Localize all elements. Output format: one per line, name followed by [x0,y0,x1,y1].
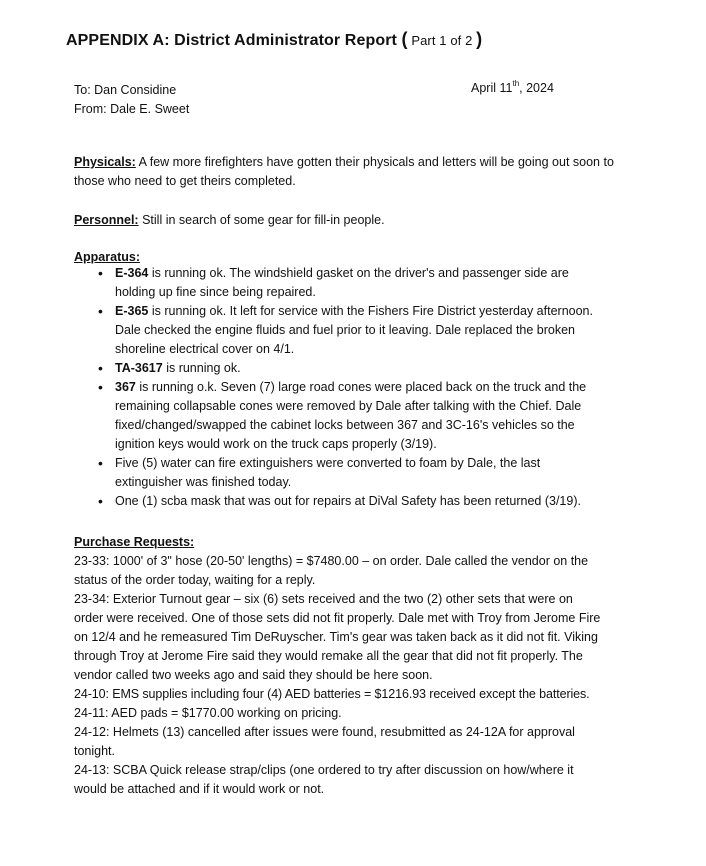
apparatus-list [98,264,598,511]
bullet-icon: • [98,303,103,319]
vehicle-id: TA-3617 [115,361,163,375]
title-main: APPENDIX A: District Administrator Report [66,32,397,49]
personnel-text: Still in search of some gear for fill-in people. [138,213,385,227]
purchase-requests-section [74,533,604,799]
purchase-item: 24-11: AED pads = $1770.00 working on pricing. [74,706,342,720]
item-text: is running o.k. Seven (7) large road cones were placed back on the truck and the remaining collapsable cones were removed by Dale after talking with the Chief. Dale fixed/changed/swapped the cabinet locks between 367 and 3C-16's vehicles so the ignition keys would work on the truck caps properly (3/19). [115,380,587,451]
item-text: is running ok. [162,361,241,375]
title-close-paren: ) [476,29,483,49]
to-line: To: Dan Considine [74,83,177,97]
title-open-paren: ( [401,29,408,49]
purchase-item: 24-12: Helmets (13) cancelled after issues were found, resubmitted as 24-12A for approval tonight. [74,725,575,758]
list-item [98,454,598,492]
report-title [66,30,482,50]
date-day: April 11 [471,81,513,95]
bullet-icon: • [98,455,103,471]
physicals-section [74,153,614,191]
vehicle-id: E-364 [115,266,149,280]
physicals-heading: Physicals: [74,155,136,169]
purchase-heading: Purchase Requests: [74,535,195,549]
purchase-item: 24-13: SCBA Quick release strap/clips (one ordered to try after discussion on how/where it would be attached and if it would work or not. [74,763,574,796]
list-item [98,492,598,511]
from-line: From: Dale E. Sweet [74,102,190,116]
list-item [98,302,598,359]
item-text: One (1) scba mask that was out for repairs at DiVal Safety has been returned (3/19). [115,494,581,508]
list-item [98,378,598,454]
bullet-icon: • [98,360,103,376]
list-item [98,359,598,378]
purchase-item: 23-33: 1000' of 3" hose (20-50' lengths) = $7480.00 – on order. Dale called the vendor on the status of the order today, waiting for a reply. [74,554,589,587]
item-text: Five (5) water can fire extinguishers were converted to foam by Dale, the last extinguisher was finished today. [115,456,541,489]
purchase-item: 23-34: Exterior Turnout gear – six (6) sets received and the two (2) other sets that were on order were received. One of those sets did not fit properly. Dale met with Troy from Jerome Fire on 12/4 and he remeasured Tim DeRuyscher. Tim's gear was taken back as it did not fit. Viking through Troy at Jerome Fire said they would remake all the gear that did not fit properly. The vendor called two weeks ago and said they should be here soon. [74,592,601,682]
apparatus-heading: Apparatus: [74,250,140,264]
physicals-text: A few more firefighters have gotten their physicals and letters will be going out soon to those who need to get theirs completed. [74,155,614,188]
item-text: is running ok. The windshield gasket on the driver's and passenger side are holding up fine since being repaired. [115,266,569,299]
title-part: Part 1 of 2 [407,33,477,48]
date-suffix: th [512,78,520,88]
recipient-block [74,81,189,119]
report-date [471,79,554,98]
bullet-icon: • [98,493,103,509]
item-text: is running ok. It left for service with the Fishers Fire District yesterday afternoon. Dale checked the engine fluids and fuel prior to it leaving. Dale replaced the broken shoreline electrical cover on 4/1. [115,304,593,356]
vehicle-id: 367 [115,380,136,394]
purchase-item: 24-10: EMS supplies including four (4) AED batteries = $1216.93 received except the batteries. [74,687,590,701]
bullet-icon: • [98,265,103,281]
personnel-heading: Personnel: [74,213,139,227]
date-year: , 2024 [519,81,554,95]
vehicle-id: E-365 [115,304,149,318]
list-item [98,264,598,302]
bullet-icon: • [98,379,103,395]
personnel-section [74,211,614,230]
